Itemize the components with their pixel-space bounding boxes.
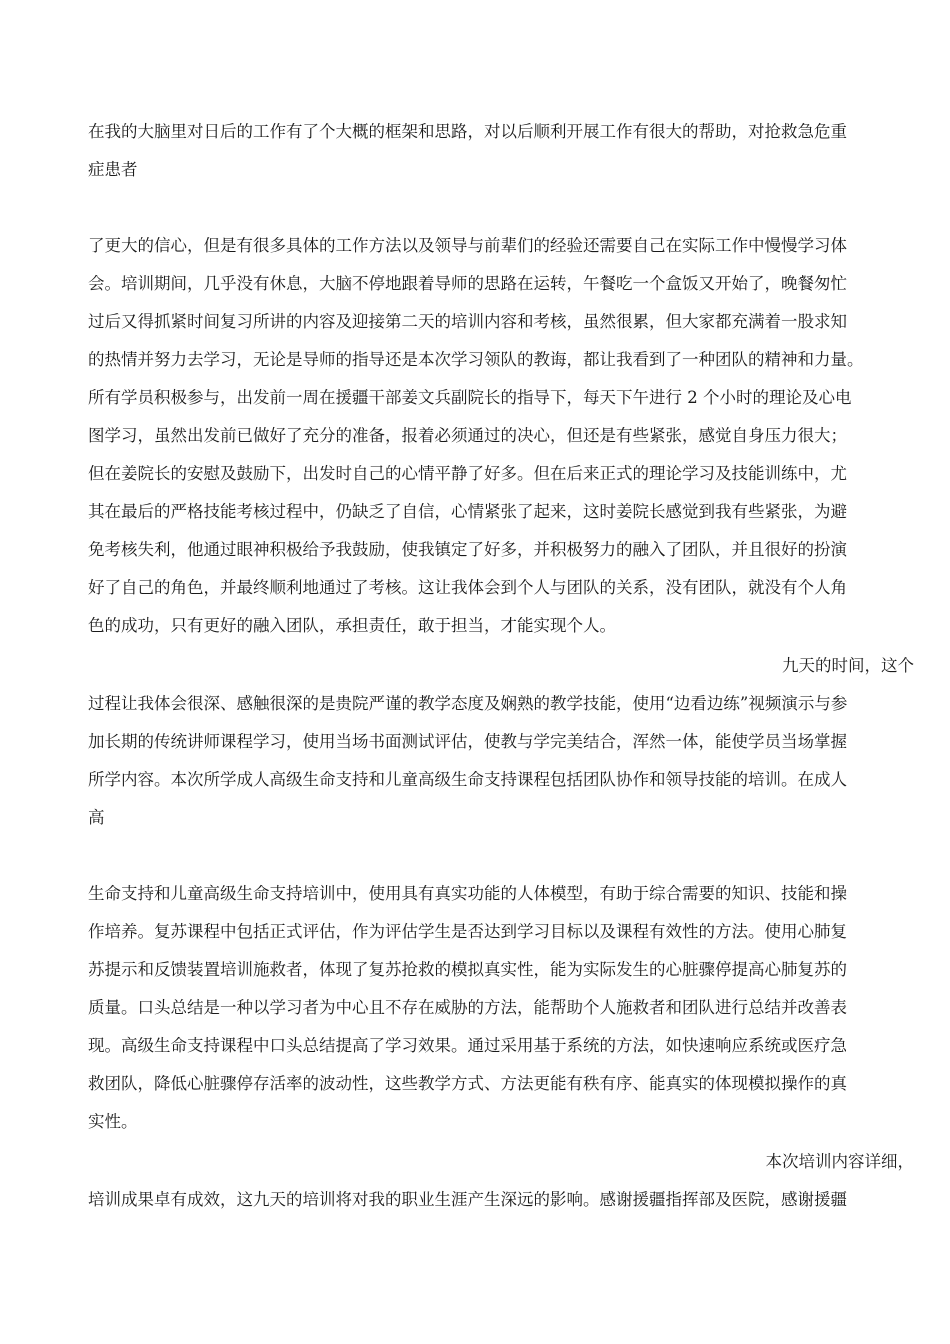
text-line: 其在最后的严格技能考核过程中，仍缺乏了自信，心情紧张了起来，这时姜院长感觉到我有些紧张，为避 (88, 502, 847, 521)
text-line: 过程让我体会很深、感触很深的是贵院严谨的教学态度及娴熟的教学技能，使用“边看边练”视频演示与参 (88, 694, 848, 713)
text-line: 但在姜院长的安慰及鼓励下，出发时自己的心情平静了好多。但在后来正式的理论学习及技能训练中，尤 (88, 464, 847, 483)
text-line: 在我的大脑里对日后的工作有了个大概的框架和思路，对以后顺利开展工作有很大的帮助，对抢救急危重 (88, 122, 847, 141)
text-line: 了更大的信心，但是有很多具体的工作方法以及领导与前辈们的经验还需要自己在实际工作中慢慢学习体 (88, 236, 847, 255)
text-line: 苏提示和反馈装置培训施救者，体现了复苏抢救的模拟真实性，能为实际发生的心脏骤停提高心肺复苏的 (88, 960, 847, 979)
text-line: 图学习，虽然出发前已做好了充分的准备，报着必须通过的决心，但还是有些紧张，感觉自身压力很大； (88, 426, 847, 445)
text-line: 免考核失利，他通过眼神积极给予我鼓励，使我镇定了好多，并积极努力的融入了团队，并且很好的扮演 (88, 540, 847, 559)
text-line-right-aligned: 本次培训内容详细， (765, 1152, 914, 1171)
text-line: 所学内容。本次所学成人高级生命支持和儿童高级生命支持课程包括团队协作和领导技能的培训。在成人 (88, 770, 847, 789)
text-line: 高 (88, 808, 105, 827)
text-line: 作培养。复苏课程中包括正式评估，作为评估学生是否达到学习目标以及课程有效性的方法。使用心肺复 (88, 922, 847, 941)
text-line-right-aligned: 九天的时间，这个 (782, 656, 914, 675)
text-line: 好了自己的角色，并最终顺利地通过了考核。这让我体会到个人与团队的关系，没有团队，就没有个人角 (88, 578, 847, 597)
text-line: 救团队，降低心脏骤停存活率的波动性，这些教学方式、方法更能有秩有序、能真实的体现模拟操作的真 (88, 1074, 847, 1093)
text-line: 现。高级生命支持课程中口头总结提高了学习效果。通过采用基于系统的方法，如快速响应系统或医疗急 (88, 1036, 847, 1055)
text-line: 生命支持和儿童高级生命支持培训中，使用具有真实功能的人体模型，有助于综合需要的知识、技能和操 (88, 884, 847, 903)
text-line: 培训成果卓有成效，这九天的培训将对我的职业生涯产生深远的影响。感谢援疆指挥部及医院，感谢援疆 (88, 1190, 847, 1209)
text-line: 色的成功，只有更好的融入团队，承担责任，敢于担当，才能实现个人。 (88, 616, 616, 635)
text-line: 质量。口头总结是一种以学习者为中心且不存在威胁的方法，能帮助个人施救者和团队进行总结并改善表 (88, 998, 847, 1017)
text-line: 所有学员积极参与，出发前一周在援疆干部姜文兵副院长的指导下，每天下午进行 2 个小时的理论及心电 (88, 388, 852, 407)
text-line: 会。培训期间，几乎没有休息，大脑不停地跟着导师的思路在运转，午餐吃一个盒饭又开始了，晚餐匆忙 (88, 274, 847, 293)
text-line: 的热情并努力去学习，无论是导师的指导还是本次学习领队的教诲，都让我看到了一种团队的精神和力量。 (88, 350, 864, 369)
text-line: 过后又得抓紧时间复习所讲的内容及迎接第二天的培训内容和考核，虽然很累，但大家都充满着一股求知 (88, 312, 847, 331)
text-line: 实性。 (88, 1112, 138, 1131)
text-line: 加长期的传统讲师课程学习，使用当场书面测试评估，使教与学完美结合，浑然一体，能使学员当场掌握 (88, 732, 847, 751)
text-line: 症患者 (88, 160, 138, 179)
